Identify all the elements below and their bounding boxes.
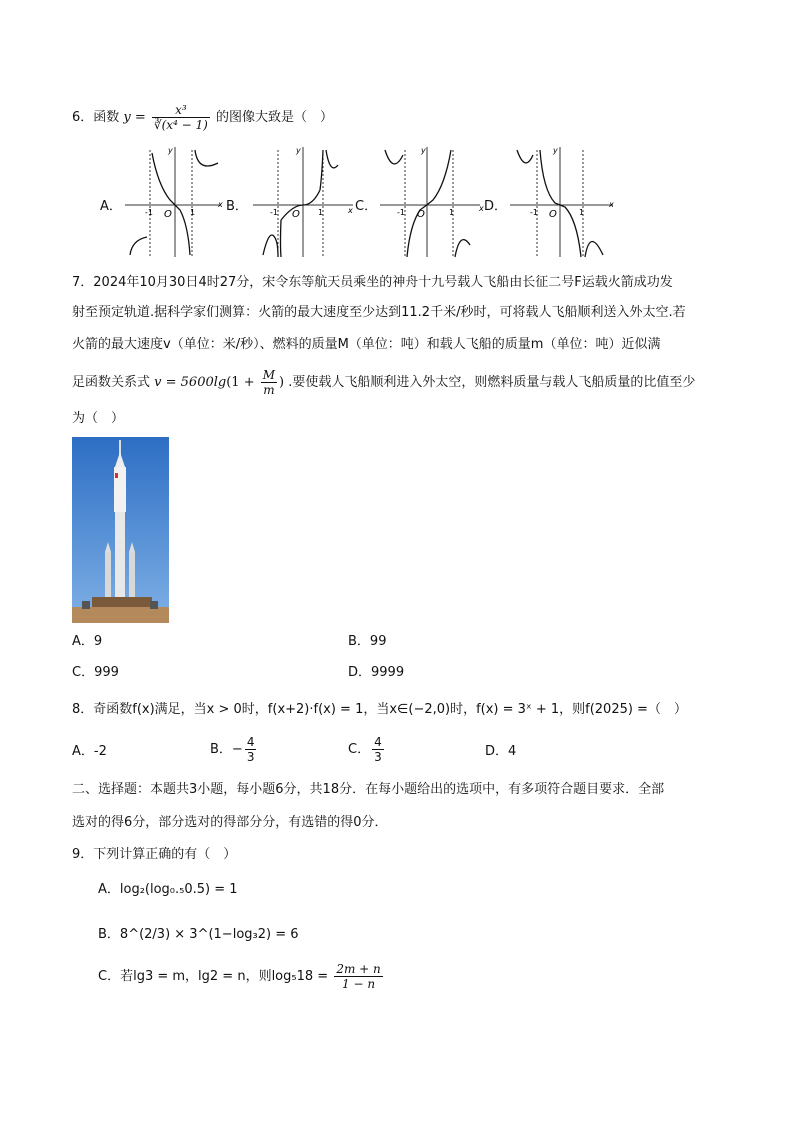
q8-option-b bbox=[210, 735, 258, 764]
q6-graph-d bbox=[505, 145, 615, 260]
q6b-x: x bbox=[348, 206, 353, 215]
q7-line5: 为（ ） bbox=[72, 411, 125, 426]
q7-line4: 足函数关系式 v = 5600lg(1 + $\frac{M}{m}$ ) .要使载人飞船顺利进入外太空，则燃料质量与载人飞船质量的比值至少 bbox=[72, 368, 696, 397]
q8-option-b-label: B． bbox=[210, 742, 232, 757]
q8-option-b-den: 3 bbox=[246, 750, 255, 764]
q9-option-c-num: 2m + n bbox=[336, 962, 381, 976]
section2-line1: 二、选择题：本题共3小题，每小题6分，共18分．在每小题给出的选项中，有多项符合题目要求．全部 bbox=[72, 782, 665, 797]
q6a-origin: O bbox=[164, 209, 172, 220]
q7-option-d: D．9999 bbox=[348, 665, 405, 680]
q9-option-b: B．8^(2/3) × 3^(1−log₃2) = 6 bbox=[98, 927, 299, 942]
q6c-origin: O bbox=[417, 209, 425, 220]
q6c-neg1: -1 bbox=[397, 208, 405, 217]
q7-formula-lead: v = 5600lg bbox=[154, 375, 227, 390]
q6-graph-b bbox=[248, 145, 358, 260]
q6-stem bbox=[72, 103, 333, 132]
q7-line2: 射至预定轨道.据科学家们测算：火箭的最大速度至少达到11.2千米/秒时，可将载人飞船顺利送入外太空.若 bbox=[72, 305, 686, 320]
q6a-y: y bbox=[168, 146, 173, 155]
q6-option-d: D． bbox=[484, 199, 508, 214]
q8-option-b-sign: − bbox=[231, 742, 243, 757]
q9-option-c-den: 1 − n bbox=[342, 977, 376, 991]
rocket-photo bbox=[72, 437, 169, 623]
q6-suffix: 的图像大致是（ ） bbox=[215, 110, 333, 125]
q6-option-c: C． bbox=[355, 199, 378, 214]
q6b-origin: O bbox=[292, 209, 300, 220]
q6-graph-c bbox=[375, 145, 485, 260]
q8-option-c-den: 3 bbox=[374, 750, 382, 764]
q9-option-a: A．log₂(log₀.₅0.5) = 1 bbox=[98, 882, 238, 897]
q7-formula-num: M bbox=[262, 368, 276, 382]
q6b-neg1: -1 bbox=[270, 208, 278, 217]
q6a-neg1: -1 bbox=[145, 208, 153, 217]
section2-line2: 选对的得6分，部分选对的得部分分，有选错的得0分． bbox=[72, 815, 388, 830]
q6a-pos1: 1 bbox=[190, 208, 196, 217]
q9-option-c bbox=[98, 962, 385, 991]
q8-option-a: A．-2 bbox=[72, 744, 107, 759]
q6-graph-a bbox=[120, 145, 225, 260]
q7-line4-suffix: .要使载人飞船顺利进入外太空，则燃料质量与载人飞船质量的比值至少 bbox=[288, 375, 696, 390]
q6c-pos1: 1 bbox=[449, 208, 455, 217]
q6d-pos1: 1 bbox=[579, 208, 585, 217]
q7-formula-den: m bbox=[263, 383, 275, 397]
q7-line4-prefix: 足函数关系式 bbox=[72, 375, 151, 390]
q6d-neg1: -1 bbox=[530, 208, 538, 217]
q6-numerator: x³ bbox=[152, 103, 210, 118]
q8-option-d: D．4 bbox=[485, 744, 517, 759]
q8-option-c bbox=[348, 735, 386, 764]
q7-line3: 火箭的最大速度v（单位：米/秒）、燃料的质量M（单位：吨）和载人飞船的质量m（单位：吨）近似满 bbox=[72, 337, 661, 352]
q8-option-c-label: C． bbox=[348, 742, 371, 757]
q6c-y: y bbox=[421, 146, 426, 155]
q7-formula-fraction bbox=[261, 368, 277, 397]
q6d-origin: O bbox=[549, 209, 557, 220]
q9-option-c-prefix: C．若lg3 = m，lg2 = n，则log₅18 = bbox=[98, 969, 329, 984]
q8-option-c-num: 4 bbox=[374, 735, 382, 749]
q6-fraction bbox=[152, 103, 210, 132]
q6-option-a: A． bbox=[100, 199, 122, 214]
q6a-x: x bbox=[218, 200, 223, 209]
q6-formula-y: y = bbox=[123, 110, 146, 125]
q6d-y: y bbox=[553, 146, 558, 155]
q7-option-c: C．999 bbox=[72, 665, 119, 680]
q7-option-a: A．9 bbox=[72, 634, 103, 649]
q6-denominator: ∛(x⁴ − 1) bbox=[153, 118, 208, 132]
q8-option-b-num: 4 bbox=[246, 735, 255, 749]
q7-line1: 7．2024年10月30日4时27分，宋令东等航天员乘坐的神舟十九号载人飞船由长征二号F运载火箭成功发 bbox=[72, 275, 673, 290]
q6c-x: x bbox=[479, 204, 484, 213]
q8-stem: 8．奇函数f(x)满足，当x > 0时，f(x+2)·f(x) = 1，当x∈(−2,0)时，f(x) = 3ˣ + 1，则f(2025) =（ ） bbox=[72, 702, 687, 717]
q6-prefix: 6．函数 bbox=[72, 110, 120, 125]
q7-option-b: B．99 bbox=[348, 634, 387, 649]
q6b-pos1: 1 bbox=[318, 208, 324, 217]
q9-stem: 9．下列计算正确的有（ ） bbox=[72, 847, 237, 862]
q6d-x: x bbox=[609, 200, 614, 209]
q6-option-b: B． bbox=[226, 199, 248, 214]
q6b-y: y bbox=[296, 146, 301, 155]
